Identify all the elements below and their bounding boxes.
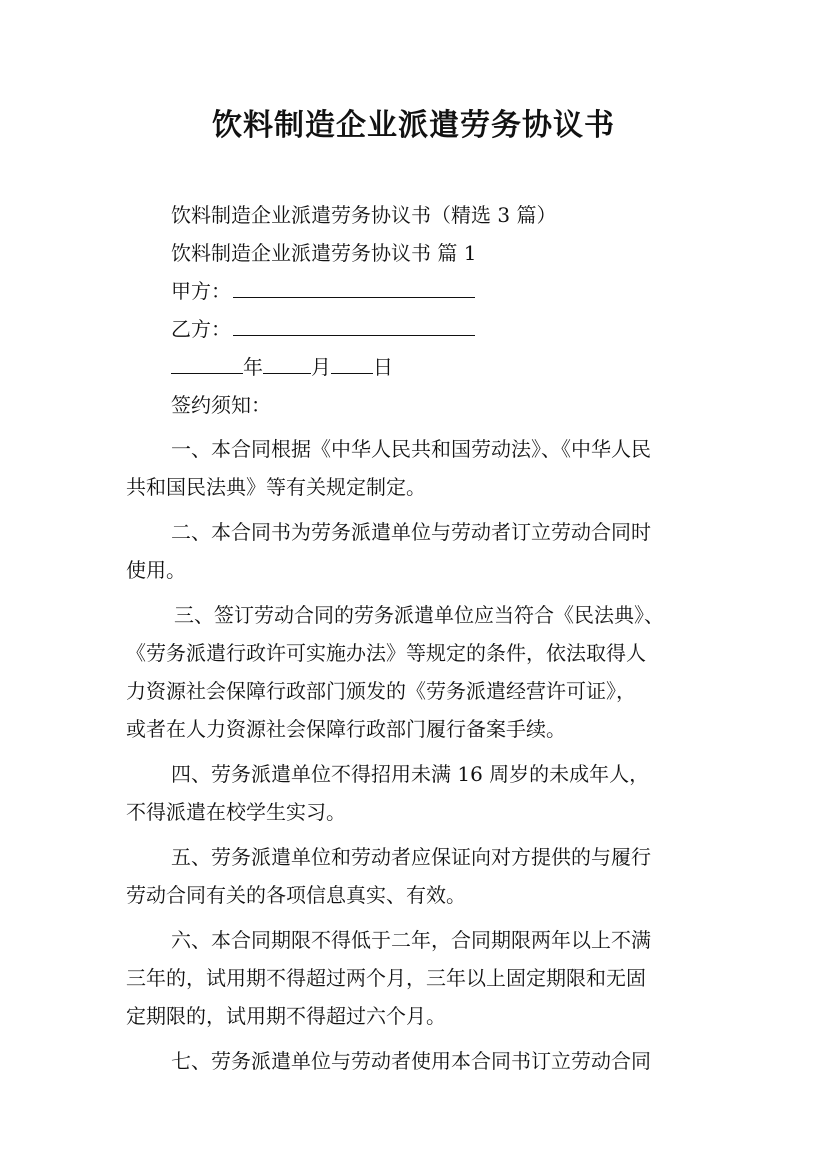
month-blank [263,351,311,374]
paragraph-line: 七、劳务派遣单位与劳动者使用本合同书订立劳动合同 [171,1049,651,1073]
paragraph [126,1042,716,1080]
day-blank [331,351,373,374]
paragraph-line: 六、本合同期限不得低于二年，合同期限两年以上不满 [171,928,651,952]
paragraph-line: 共和国民法典》等有关规定制定。 [126,475,426,499]
paragraph-line: 使用。 [126,558,186,582]
paragraph-line: 劳动合同有关的各项信息真实、有效。 [126,883,466,907]
month-label: 月 [311,355,331,379]
year-label: 年 [243,355,263,379]
notice-label: 签约须知： [171,393,271,417]
paragraph-line: 三、签订劳动合同的劳务派遣单位应当符合《民法典》、 [174,603,664,627]
paragraph-line: 一、本合同根据《中华人民共和国劳动法》、《中华人民 [171,437,651,461]
party-a-label: 甲方： [171,279,231,303]
paragraph-line: 《劳务派遣行政许可实施办法》等规定的条件，依法取得人 [126,641,646,665]
party-a-blank [233,275,475,298]
paragraph-line: 不得派遣在校学生实习。 [126,800,346,824]
party-b-blank [233,313,475,336]
paragraph [126,838,716,914]
paragraph-line: 力资源社会保障行政部门颁发的《劳务派遣经营许可证》， [126,679,636,703]
paragraph-line: 四、劳务派遣单位不得招用未满 16 周岁的未成年人， [171,762,650,786]
subtitle-line: 饮料制造企业派遣劳务协议书（精选 3 篇） [171,203,557,227]
paragraph-line: 二、本合同书为劳务派遣单位与劳动者订立劳动合同时 [171,520,651,544]
party-b-label: 乙方： [171,317,231,341]
paragraph [126,430,716,506]
paragraph-line: 五、劳务派遣单位和劳动者应保证向对方提供的与履行 [171,845,651,869]
paragraph [126,596,716,748]
paragraph-line: 定期限的，试用期不得超过六个月。 [126,1004,446,1028]
paragraph [126,755,716,831]
paragraph [126,513,716,589]
day-label: 日 [373,355,393,379]
party-b-line [126,310,716,348]
document-title: 饮料制造企业派遣劳务协议书 [212,108,615,143]
section-heading: 饮料制造企业派遣劳务协议书 篇 1 [171,241,477,265]
paragraph [126,921,716,1035]
party-a-line [126,272,716,310]
paragraph-line: 或者在人力资源社会保障行政部门履行备案手续。 [126,717,566,741]
date-line [126,348,716,386]
paragraph-line: 三年的，试用期不得超过两个月，三年以上固定期限和无固 [126,966,646,990]
document-body [126,196,716,1087]
year-blank [171,351,243,374]
